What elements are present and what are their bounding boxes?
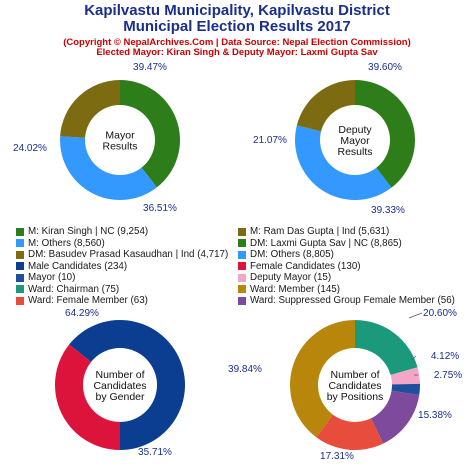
legend-item bbox=[238, 249, 334, 260]
legend-item bbox=[238, 295, 455, 306]
donut-center-label: Mayor bbox=[340, 135, 370, 147]
slice-percent-label: 4.12% bbox=[430, 351, 460, 362]
legend-swatch bbox=[16, 228, 24, 236]
legend-label: M: Ram Das Gupta | Ind (5,631) bbox=[250, 226, 390, 237]
legend-item bbox=[238, 226, 389, 237]
elected-note: Elected Mayor: Kiran Singh & Deputy Mayor: Laxmi Gupta Sav bbox=[96, 47, 378, 58]
slice-percent-label: 21.07% bbox=[253, 135, 287, 146]
legend-swatch bbox=[238, 228, 246, 236]
legend-item bbox=[16, 272, 75, 283]
legend-swatch bbox=[238, 285, 246, 293]
legend-item bbox=[238, 238, 402, 249]
legend-label: Ward: Female Member (63) bbox=[28, 295, 148, 306]
donut-center-label: by Gender bbox=[95, 391, 145, 403]
legend-item bbox=[238, 261, 361, 272]
copyright-note: (Copyright © NepalArchives.Com | Data Source: Nepal Election Commission) bbox=[63, 37, 411, 48]
leader-line bbox=[409, 313, 422, 318]
legend-item bbox=[16, 226, 148, 237]
donut-center-label: Number of bbox=[330, 369, 380, 381]
legend-label: Mayor (10) bbox=[28, 272, 76, 283]
legend-label: Ward: Member (145) bbox=[250, 283, 341, 295]
legend-item bbox=[238, 284, 340, 295]
legend-item bbox=[16, 249, 228, 260]
donut-center-label: Candidates bbox=[328, 380, 382, 392]
legend-swatch bbox=[238, 239, 246, 247]
legend-item bbox=[16, 238, 105, 249]
slice-percent-label: 20.60% bbox=[423, 308, 457, 319]
donut-center-label: Candidates bbox=[93, 380, 147, 392]
slice-percent-label: 15.38% bbox=[418, 410, 452, 421]
slice-percent-label: 64.29% bbox=[65, 308, 99, 319]
legend-label: Ward: Chairman (75) bbox=[28, 283, 120, 295]
legend-item bbox=[16, 284, 119, 295]
legend-swatch bbox=[238, 274, 246, 282]
legend-swatch bbox=[238, 251, 246, 259]
legend-swatch bbox=[16, 274, 24, 282]
donut-center-label: Number of bbox=[95, 369, 145, 381]
chart-title-line1: Kapilvastu Municipality, Kapilvastu District bbox=[84, 2, 390, 19]
legend-swatch bbox=[16, 239, 24, 247]
slice-percent-label: 39.47% bbox=[133, 62, 167, 73]
legend-swatch bbox=[16, 297, 24, 305]
legend-label: M: Kiran Singh | NC (9,254) bbox=[28, 226, 149, 237]
legend-swatch bbox=[238, 297, 246, 305]
legend-label: Female Candidates (130) bbox=[250, 260, 361, 272]
donut-center-label: Deputy bbox=[338, 124, 372, 136]
slice-percent-label: 24.02% bbox=[13, 143, 47, 154]
legend-label: Ward: Suppressed Group Female Member (56) bbox=[250, 295, 455, 306]
slice-percent-label: 17.31% bbox=[320, 451, 354, 462]
legend-label: DM: Laxmi Gupta Sav | NC (8,865) bbox=[250, 237, 402, 249]
legend-item bbox=[238, 272, 331, 283]
slice-percent-label: 39.84% bbox=[228, 364, 262, 375]
donut-center-label: by Positions bbox=[326, 391, 384, 403]
chart-title-line2: Municipal Election Results 2017 bbox=[123, 18, 351, 35]
donut-center-label: Results bbox=[337, 146, 373, 158]
legend-swatch bbox=[238, 262, 246, 270]
legend-label: M: Others (8,560) bbox=[28, 237, 105, 249]
legend-item bbox=[16, 295, 148, 306]
slice-percent-label: 2.75% bbox=[433, 370, 463, 381]
legend-label: Male Candidates (234) bbox=[28, 260, 128, 272]
legend-label: DM: Basudev Prasad Kasaudhan | Ind (4,717) bbox=[28, 249, 229, 260]
slice-percent-label: 35.71% bbox=[138, 447, 172, 458]
slice-percent-label: 39.33% bbox=[371, 205, 405, 216]
legend-label: DM: Others (8,805) bbox=[250, 249, 334, 260]
legend-swatch bbox=[16, 251, 24, 259]
slice-percent-label: 36.51% bbox=[143, 203, 177, 214]
legend-label: Deputy Mayor (15) bbox=[250, 272, 332, 283]
donut-center-label: Results bbox=[102, 140, 138, 153]
slice-percent-label: 39.60% bbox=[368, 62, 402, 73]
donut-center-label: Mayor bbox=[105, 129, 135, 142]
legend-swatch bbox=[16, 262, 24, 270]
legend-item bbox=[16, 261, 127, 272]
legend-swatch bbox=[16, 285, 24, 293]
